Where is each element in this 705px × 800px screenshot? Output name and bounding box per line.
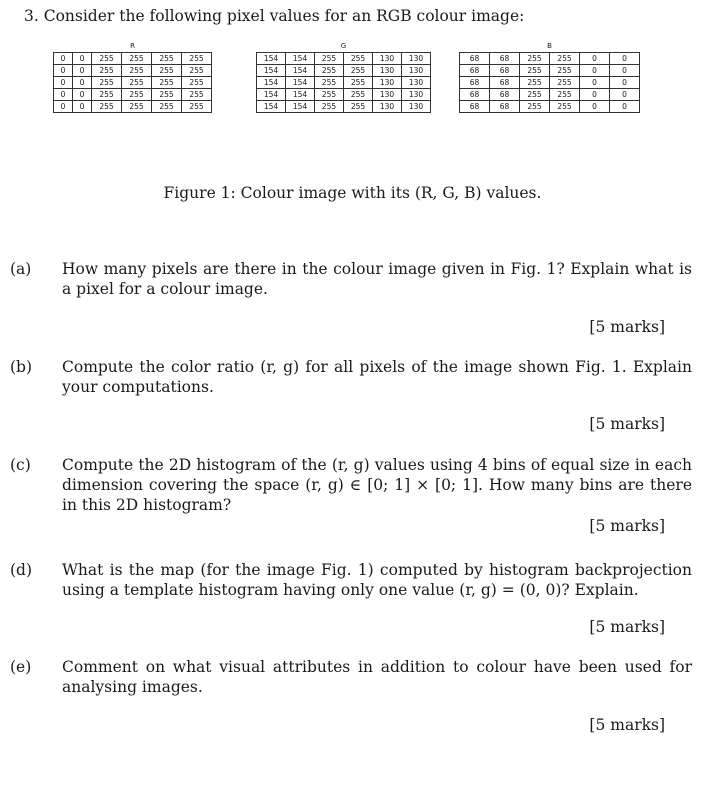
part-label: (a) (10, 260, 32, 278)
table-row (54, 65, 212, 77)
pixel-cell: 68 (460, 101, 490, 113)
pixel-cell: 255 (122, 77, 152, 89)
pixel-cell: 255 (550, 53, 580, 65)
pixel-cell: 0 (54, 53, 73, 65)
pixel-cell: 0 (54, 101, 73, 113)
marks-a: [5 marks] (589, 318, 665, 336)
part-c (10, 455, 692, 515)
pixel-cell: 255 (152, 65, 182, 77)
pixel-cell: 255 (520, 77, 550, 89)
pixel-cell: 255 (344, 89, 373, 101)
pixel-cell: 255 (122, 53, 152, 65)
table-row (460, 53, 640, 65)
pixel-cell: 255 (315, 53, 344, 65)
table-row (257, 65, 431, 77)
pixel-cell: 255 (182, 53, 212, 65)
part-text: Compute the 2D histogram of the (r, g) values using 4 bins of equal size in each dimension covering the space (r, g) ∈ [0; 1] × [0; 1]. How many bins are there in this 2D histogram? (62, 456, 692, 514)
table-row (257, 53, 431, 65)
pixel-cell: 154 (257, 77, 286, 89)
marks-c: [5 marks] (589, 517, 665, 535)
table-row (460, 65, 640, 77)
pixel-cell: 255 (122, 101, 152, 113)
pixel-cell: 0 (580, 65, 610, 77)
table-row (54, 101, 212, 113)
marks-e: [5 marks] (589, 716, 665, 734)
pixel-cell: 68 (460, 77, 490, 89)
pixel-cell: 154 (286, 77, 315, 89)
pixel-cell: 255 (92, 65, 122, 77)
pixel-cell: 130 (402, 89, 431, 101)
table-row (54, 77, 212, 89)
pixel-cell: 255 (315, 65, 344, 77)
pixel-cell: 0 (610, 77, 640, 89)
part-b (10, 357, 692, 397)
pixel-cell: 255 (344, 53, 373, 65)
marks-d: [5 marks] (589, 618, 665, 636)
table-row (257, 77, 431, 89)
pixel-cell: 255 (520, 89, 550, 101)
pixel-cell: 255 (152, 77, 182, 89)
pixel-cell: 255 (315, 101, 344, 113)
part-d (10, 560, 692, 600)
pixel-table (53, 52, 212, 113)
pixel-cell: 255 (344, 101, 373, 113)
pixel-cell: 255 (182, 77, 212, 89)
pixel-cell: 0 (580, 53, 610, 65)
pixel-cell: 154 (257, 89, 286, 101)
pixel-cell: 130 (373, 101, 402, 113)
pixel-cell: 0 (54, 89, 73, 101)
pixel-cell: 255 (344, 65, 373, 77)
pixel-cell: 154 (286, 53, 315, 65)
pixel-cell: 255 (182, 65, 212, 77)
pixel-cell: 0 (73, 89, 92, 101)
part-e (10, 657, 692, 697)
pixel-cell: 255 (122, 65, 152, 77)
table-label: B (547, 42, 552, 50)
pixel-cell: 154 (257, 53, 286, 65)
pixel-cell: 130 (402, 101, 431, 113)
pixel-cell: 255 (122, 89, 152, 101)
part-label: (e) (10, 658, 32, 676)
part-a (10, 259, 692, 299)
pixel-table (459, 52, 640, 113)
part-text: Comment on what visual attributes in addition to colour have been used for analysing images. (62, 658, 692, 696)
pixel-cell: 68 (460, 65, 490, 77)
pixel-cell: 255 (520, 101, 550, 113)
question-title: 3. Consider the following pixel values for an RGB colour image: (24, 7, 525, 25)
pixel-cell: 68 (490, 77, 520, 89)
pixel-cell: 0 (73, 53, 92, 65)
pixel-cell: 154 (257, 65, 286, 77)
table-row (460, 77, 640, 89)
pixel-cell: 68 (490, 101, 520, 113)
table-row (460, 101, 640, 113)
part-label: (b) (10, 358, 33, 376)
pixel-cell: 255 (152, 89, 182, 101)
pixel-cell: 68 (460, 89, 490, 101)
table-r (53, 41, 212, 113)
pixel-cell: 0 (610, 53, 640, 65)
table-row (257, 101, 431, 113)
table-row (54, 53, 212, 65)
pixel-cell: 68 (490, 53, 520, 65)
table-label: G (340, 42, 347, 50)
pixel-cell: 255 (152, 53, 182, 65)
pixel-cell: 130 (402, 53, 431, 65)
table-row (460, 89, 640, 101)
table-g (256, 41, 431, 113)
marks-b: [5 marks] (589, 415, 665, 433)
pixel-cell: 0 (580, 77, 610, 89)
pixel-table (256, 52, 431, 113)
pixel-cell: 154 (286, 89, 315, 101)
pixel-cell: 154 (286, 65, 315, 77)
table-row (54, 89, 212, 101)
pixel-cell: 68 (490, 89, 520, 101)
figure-caption: Figure 1: Colour image with its (R, G, B) values. (163, 184, 542, 202)
pixel-cell: 0 (610, 65, 640, 77)
table-b (459, 41, 640, 113)
pixel-cell: 255 (92, 101, 122, 113)
pixel-cell: 154 (286, 101, 315, 113)
part-label: (c) (10, 456, 31, 474)
pixel-cell: 255 (92, 53, 122, 65)
pixel-cell: 68 (490, 65, 520, 77)
pixel-cell: 0 (580, 89, 610, 101)
table-label: R (130, 42, 135, 50)
pixel-cell: 255 (520, 65, 550, 77)
pixel-cell: 255 (152, 101, 182, 113)
pixel-cell: 0 (73, 77, 92, 89)
pixel-cell: 130 (373, 65, 402, 77)
part-label: (d) (10, 561, 33, 579)
table-row (257, 89, 431, 101)
pixel-cell: 0 (73, 65, 92, 77)
pixel-cell: 130 (373, 53, 402, 65)
pixel-cell: 255 (550, 77, 580, 89)
pixel-cell: 130 (402, 65, 431, 77)
pixel-cell: 255 (550, 89, 580, 101)
part-text: What is the map (for the image Fig. 1) computed by histogram backprojection using a template histogram having only one value (r, g) = (0, 0)? Explain. (62, 561, 692, 599)
pixel-cell: 255 (92, 77, 122, 89)
pixel-cell: 68 (460, 53, 490, 65)
pixel-cell: 255 (315, 77, 344, 89)
pixel-cell: 0 (610, 101, 640, 113)
pixel-cell: 0 (54, 77, 73, 89)
pixel-cell: 255 (182, 101, 212, 113)
pixel-cell: 0 (73, 101, 92, 113)
pixel-cell: 255 (182, 89, 212, 101)
pixel-cell: 0 (580, 101, 610, 113)
pixel-cell: 154 (257, 101, 286, 113)
pixel-cell: 255 (344, 77, 373, 89)
pixel-cell: 255 (520, 53, 550, 65)
pixel-cell: 130 (373, 77, 402, 89)
pixel-cell: 0 (610, 89, 640, 101)
pixel-cell: 130 (373, 89, 402, 101)
part-text: How many pixels are there in the colour image given in Fig. 1? Explain what is a pixel for a colour image. (62, 260, 692, 298)
pixel-cell: 255 (550, 65, 580, 77)
pixel-cell: 255 (315, 89, 344, 101)
pixel-cell: 0 (54, 65, 73, 77)
pixel-cell: 130 (402, 77, 431, 89)
part-text: Compute the color ratio (r, g) for all pixels of the image shown Fig. 1. Explain your computations. (62, 358, 692, 396)
pixel-cell: 255 (550, 101, 580, 113)
pixel-cell: 255 (92, 89, 122, 101)
